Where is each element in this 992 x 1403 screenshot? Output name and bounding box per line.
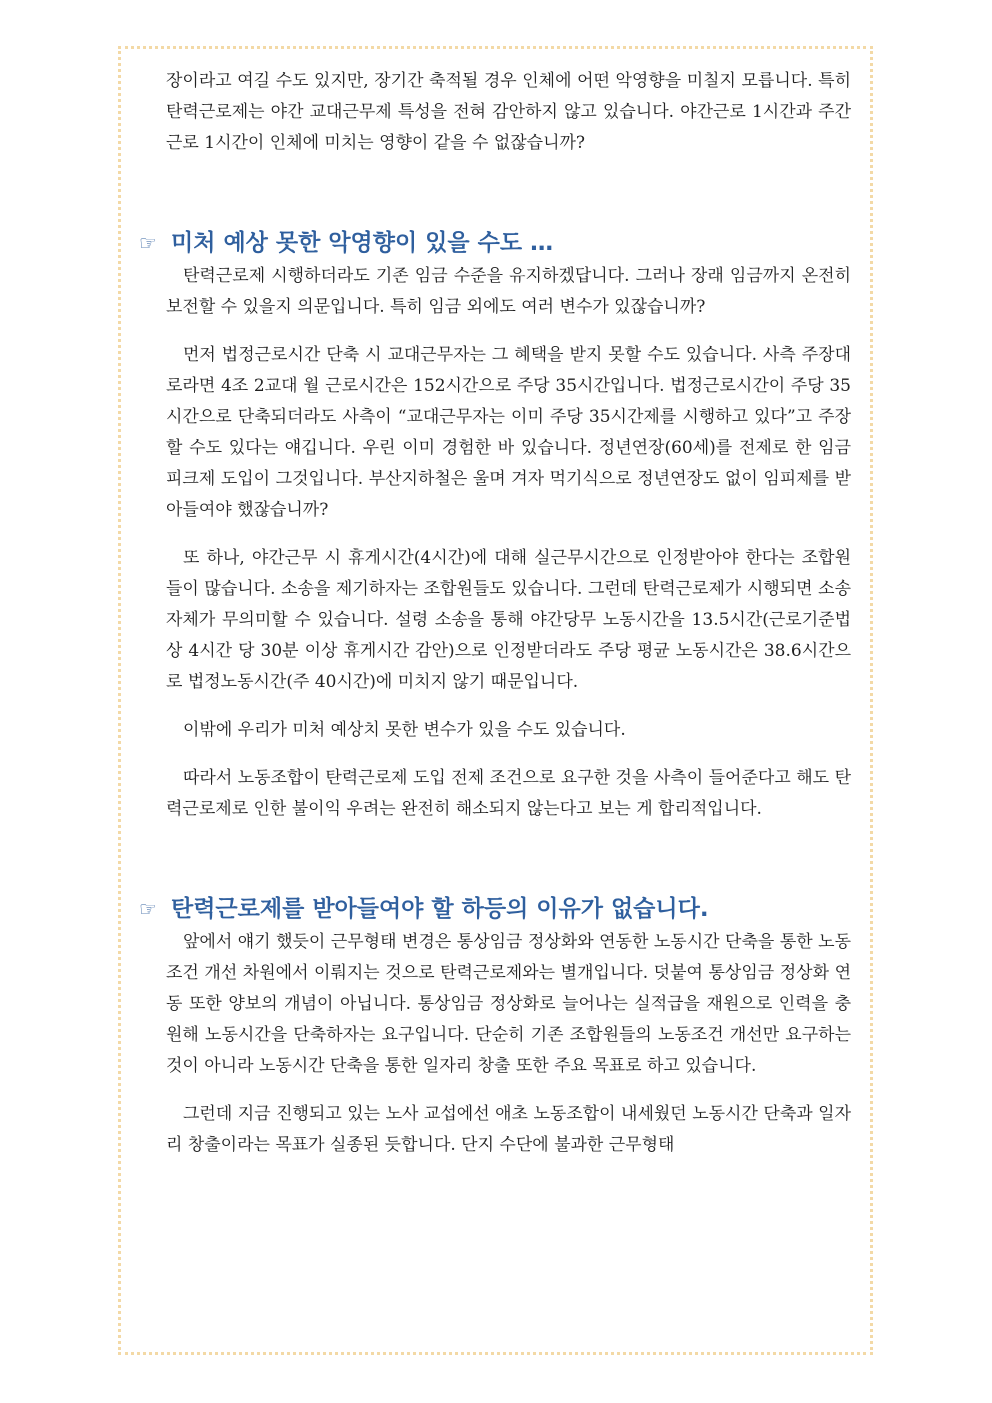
section-heading-unexpected-effects bbox=[139, 223, 859, 263]
section-title: 미처 예상 못한 악영향이 있을 수도 … bbox=[171, 230, 554, 256]
body-paragraph: 앞에서 얘기 했듯이 근무형태 변경은 통상임금 정상화와 연동한 노동시간 단축을 통한 노동조건 개선 차원에서 이뤄지는 것으로 탄력근로제와는 별개입니다. 덧붙여 통상임금 정상화 연동 또한 양보의 개념이 아닙니다. 통상임금 정상화로 늘어나는 실적급을 재원으로 인력을 충원해 노동시간을 단축하자는 요구입니다. 단순히 기존 조합원들의 노동조건 개선만 요구하는 것이 아니라 노동시간 단축을 통한 일자리 창출 또한 주요 목표로 하고 있습니다. bbox=[166, 932, 851, 1076]
body-paragraph: 이밖에 우리가 미처 예상치 못한 변수가 있을 수도 있습니다. bbox=[183, 720, 626, 740]
intro-paragraph: 장이라고 여길 수도 있지만, 장기간 축적될 경우 인체에 어떤 악영향을 미칠지 모릅니다. 특히 탄력근로제는 야간 교대근무제 특성을 전혀 감안하지 않고 있습니다. 야간근로 1시간과 주간근로 1시간이 인체에 미치는 영향이 같을 수 없잖습니까? bbox=[166, 71, 851, 153]
section-heading-no-reason bbox=[139, 889, 859, 929]
section-title: 탄력근로제를 받아들여야 할 하등의 이유가 없습니다. bbox=[171, 896, 709, 922]
body-paragraph: 또 하나, 야간근무 시 휴게시간(4시간)에 대해 실근무시간으로 인정받아야 한다는 조합원들이 많습니다. 소송을 제기하자는 조합원들도 있습니다. 그런데 탄력근로제가 시행되면 소송 자체가 무의미할 수 있습니다. 설령 소송을 통해 야간당무 노동시간을 13.5시간(근로기준법상 4시간 당 30분 이상 휴게시간 감안)으로 인정받더라도 주당 평균 노동시간은 38.6시간으로 법정노동시간(주 40시간)에 미치지 않기 때문입니다. bbox=[166, 548, 851, 692]
body-paragraph: 따라서 노동조합이 탄력근로제 도입 전제 조건으로 요구한 것을 사측이 들어준다고 해도 탄력근로제로 인한 불이익 우려는 완전히 해소되지 않는다고 보는 게 합리적입니다. bbox=[166, 768, 851, 819]
body-paragraph: 탄력근로제 시행하더라도 기존 임금 수준을 유지하겠답니다. 그러나 장래 임금까지 온전히 보전할 수 있을지 의문입니다. 특히 임금 외에도 여러 변수가 있잖습니까? bbox=[166, 266, 851, 317]
pointing-hand-icon: ☞ bbox=[139, 897, 157, 921]
pointing-hand-icon: ☞ bbox=[139, 231, 157, 255]
body-paragraph: 그런데 지금 진행되고 있는 노사 교섭에선 애초 노동조합이 내세웠던 노동시간 단축과 일자리 창출이라는 목표가 실종된 듯합니다. 단지 수단에 불과한 근무형태 bbox=[166, 1104, 851, 1155]
body-paragraph: 먼저 법정근로시간 단축 시 교대근무자는 그 혜택을 받지 못할 수도 있습니다. 사측 주장대로라면 4조 2교대 월 근로시간은 152시간으로 주당 35시간입니다. 법정근로시간이 주당 35시간으로 단축되더라도 사측이 “교대근무자는 이미 주당 35시간제를 시행하고 있다”고 주장할 수도 있다는 얘깁니다. 우린 이미 경험한 바 있습니다. 정년연장(60세)를 전제로 한 임금피크제 도입이 그것입니다. 부산지하철은 울며 겨자 먹기식으로 정년연장도 없이 임피제를 받아들여야 했잖습니까? bbox=[166, 345, 851, 520]
document-body bbox=[139, 66, 851, 1161]
